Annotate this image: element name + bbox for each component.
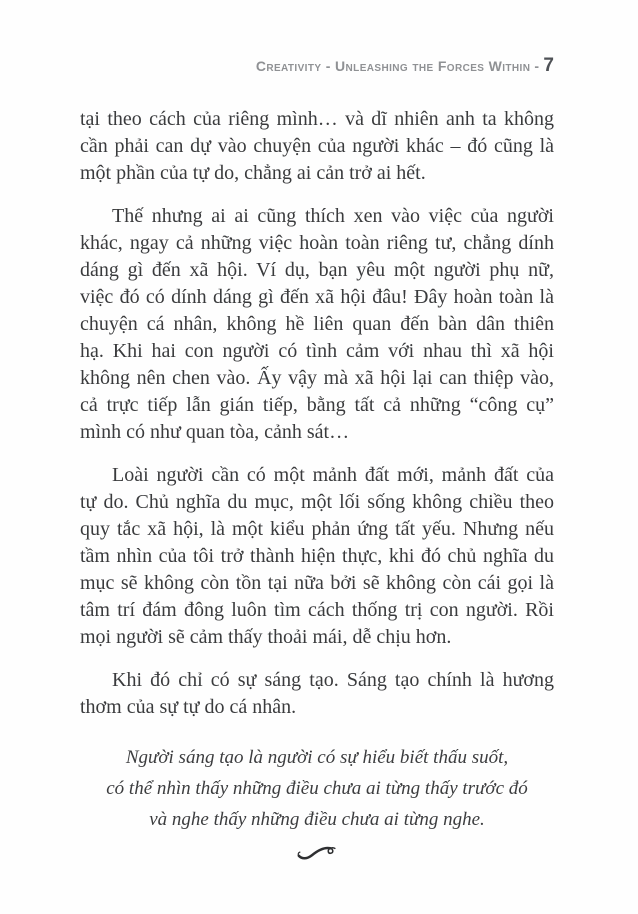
- paragraph: [80, 203, 554, 446]
- text-line: mình có như quan tòa, cảnh sát…: [80, 421, 350, 443]
- text-line: mọi người sẽ cảm thấy thoải mái, dễ chịu hơn.: [80, 626, 452, 648]
- running-header: [80, 56, 554, 77]
- text-line: khác, ngay cả những việc hoàn toàn riêng tư, chẳng dính: [80, 232, 554, 254]
- text-line: Khi đó chỉ có sự sáng tạo. Sáng tạo chính là hương: [112, 669, 554, 691]
- quote-line: có thể nhìn thấy những điều chưa ai từng thấy trước đó: [106, 778, 528, 799]
- text-line: cả trực tiếp lẫn gián tiếp, bằng tất cả những “công cụ”: [80, 394, 554, 416]
- paragraph: [80, 462, 554, 651]
- text-line: tự do. Chủ nghĩa du mục, một lối sống không chiều theo: [80, 491, 554, 513]
- text-line: tầm nhìn của tôi trở thành hiện thực, khi đó chủ nghĩa du: [80, 545, 554, 567]
- paragraph: [80, 106, 554, 187]
- text-line: tại theo cách của riêng mình… và dĩ nhiên anh ta không: [80, 108, 554, 130]
- quote-line: và nghe thấy những điều chưa ai từng nghe.: [149, 809, 485, 830]
- quote-line: Người sáng tạo là người có sự hiểu biết thấu suốt,: [125, 747, 509, 768]
- fleuron-ornament: [80, 841, 554, 870]
- text-line: việc đó có dính dáng gì đến xã hội đâu! Đây hoàn toàn là: [80, 286, 554, 308]
- text-line: cần phải can dự vào chuyện của người khác – đó cũng là: [80, 135, 554, 157]
- text-line: một phần của tự do, chẳng ai cản trở ai hết.: [80, 162, 426, 184]
- text-line: quy tắc xã hội, là một kiểu phản ứng tất yếu. Nhưng nếu: [80, 518, 554, 540]
- epigraph-quote: [80, 742, 554, 835]
- text-line: hạ. Khi hai con người có tình cảm với nhau thì xã hội: [80, 340, 554, 362]
- paragraph: [80, 667, 554, 721]
- body-text: [80, 106, 554, 721]
- text-line: tâm trí đám đông luôn tìm cách thống trị con người. Rồi: [80, 599, 554, 621]
- page-number: 7: [543, 55, 554, 76]
- text-line: chuyện cá nhân, không hề liên quan đến bàn dân thiên: [80, 313, 554, 335]
- text-line: thơm của sự tự do cá nhân.: [80, 696, 297, 718]
- text-line: mục sẽ không còn tồn tại nữa bởi sẽ không còn cái gọi là: [80, 572, 554, 594]
- text-line: Thế nhưng ai ai cũng thích xen vào việc của người: [112, 205, 554, 227]
- running-header-separator: -: [534, 58, 540, 74]
- text-line: không nên chen vào. Ấy vậy mà xã hội lại can thiệp vào,: [80, 367, 554, 389]
- running-header-title: Creativity - Unleashing the Forces Within: [255, 58, 531, 74]
- text-line: dáng gì đến xã hội. Ví dụ, bạn yêu một người phụ nữ,: [80, 259, 554, 281]
- text-line: Loài người cần có một mảnh đất mới, mảnh đất của: [112, 464, 554, 486]
